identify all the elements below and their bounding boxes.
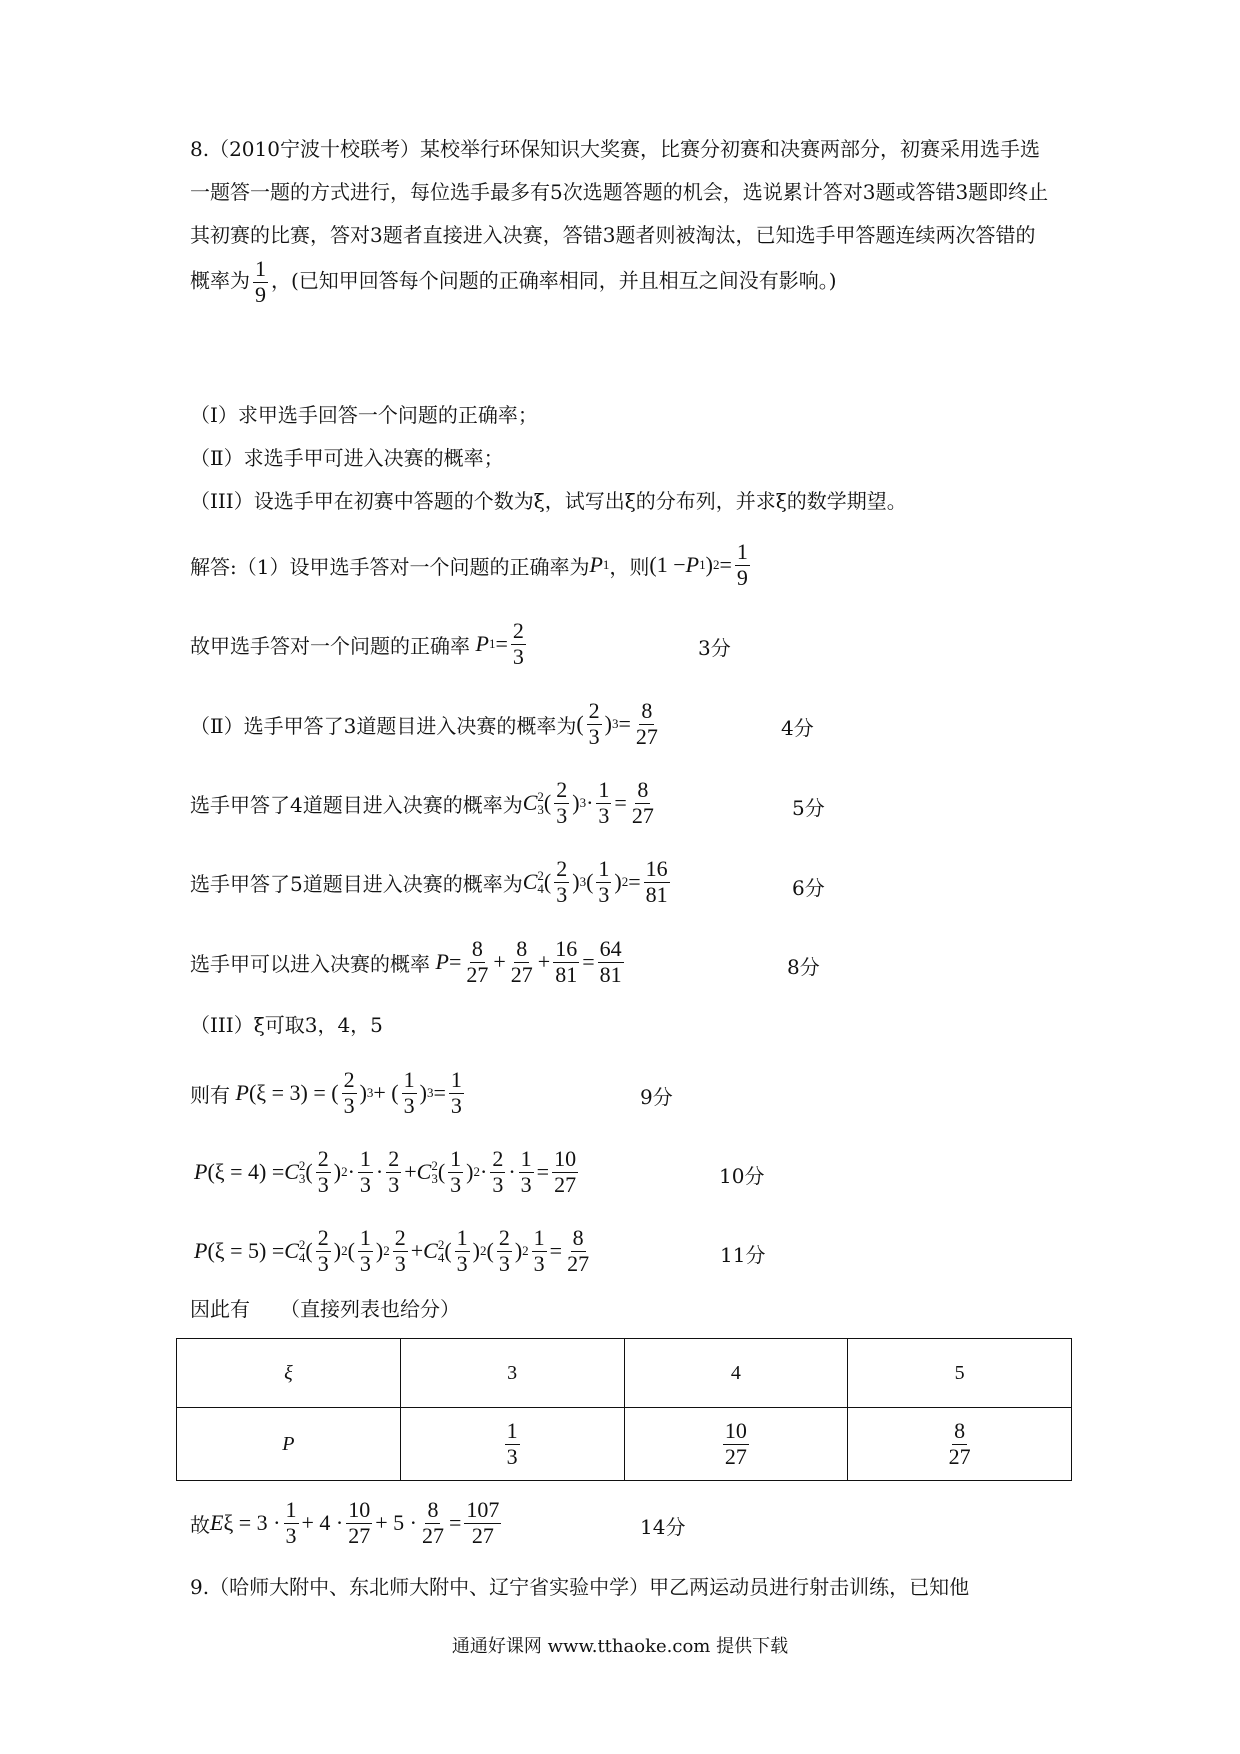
question-3: （III）设选手甲在初赛中答题的个数为ξ，试写出ξ的分布列，并求ξ的数学期望。 <box>190 489 907 513</box>
formula: P (ξ = 3) = ( $\frac{2}{3}$ ) 3 + ( $\frac{1}{3}$ ) 3 = $\frac{1}{3}$ <box>235 1066 462 1118</box>
solution-line-4: 选手甲答了4道题目进入决赛的概率为 C 2 3 ( $\frac{2}{3}$ ) 3 · $\frac{1}{3}$ = $\frac{8}{27}$ <box>190 768 659 838</box>
solution-line-12: 故 E ξ = 3 · $\frac{1}{3}$ + 4 · $\frac{10}{27}$ + 5 · $\frac{8}{27}$ = $\frac{107}{27}$ <box>190 1488 504 1558</box>
table-header-cell: 4 <box>624 1339 848 1408</box>
solution-line-7: （III）ξ可取3，4，5 <box>190 1013 383 1037</box>
fraction: $\frac{1}{9}$ <box>255 256 266 307</box>
score: 11分 <box>720 1243 766 1267</box>
solution-line-3: （Ⅱ）选手甲答了3道题目进入决赛的概率为 ( $\frac{2}{3}$ ) 3 = $\frac{8}{27}$ <box>190 689 663 759</box>
solution-line-9 <box>194 1137 581 1207</box>
solution-line-6: 选手甲可以进入决赛的概率 P = $\frac{8}{27}$ + $\frac{8}{27}$ + $\frac{16}{81}$ = $\frac{64}{81}$ <box>190 927 627 997</box>
formula: E ξ = 3 · $\frac{1}{3}$ + 4 · $\frac{10}{27}$ + 5 · $\frac{8}{27}$ = $\frac{107}{27}$ <box>210 1496 500 1548</box>
table-cell: $\frac{10}{27}$ <box>624 1408 848 1481</box>
table-row <box>177 1339 1072 1408</box>
solution-line-11: 因此有 （直接列表也给分） <box>190 1297 460 1321</box>
question-1: （I）求甲选手回答一个问题的正确率； <box>190 403 538 427</box>
formula: C 2 4 ( $\frac{2}{3}$ ) 3 ( $\frac{1}{3}$ ) 2 = $\frac{16}{81}$ <box>522 855 668 907</box>
problem-8-statement: 8.（2010宁波十校联考）某校举行环保知识大奖赛，比赛分初赛和决赛两部分，初赛采用选手选一题答一题的方式进行，每位选手最多有5次选题答题的机会，选说累计答对3题或答错3题即终止其初赛的比赛，答对3题者直接进入决赛，答错3题者则被淘汰，已知选手甲答题连续两次答错的概率为 $\frac{1}{9}$ ，(已知甲回答每个问题的正确率相同，并且相互之间没有影响。) <box>190 137 1049 307</box>
table-cell: $\frac{8}{27}$ <box>848 1408 1072 1481</box>
formula: P (ξ = 4) = C 2 3 ( $\frac{2}{3}$ ) 2 · $\frac{1}{3}$ · $\frac{2}{3}$ + C 2 3 ( $\frac{1}{3}$ ) 2 · $\frac{2}{3}$ · $\frac{1}{3}$ = $\frac{10}{27}$ <box>194 1145 577 1197</box>
formula: ( $\frac{2}{3}$ ) 3 = $\frac{8}{27}$ <box>576 697 658 749</box>
score: 4分 <box>781 716 814 740</box>
score: 9分 <box>640 1085 673 1109</box>
distribution-table <box>176 1338 1072 1481</box>
table-cell: $\frac{1}{3}$ <box>400 1408 624 1481</box>
page-footer: 通通好课网 www.tthaoke.com 提供下载 <box>451 1636 789 1657</box>
solution-line-8: 则有 P (ξ = 3) = ( $\frac{2}{3}$ ) 3 + ( $\frac{1}{3}$ ) 3 = $\frac{1}{3}$ <box>190 1058 467 1128</box>
score: 6分 <box>792 876 825 900</box>
solution-line-10 <box>194 1216 594 1286</box>
formula: P 1 <box>589 552 610 577</box>
score: 10分 <box>719 1164 765 1188</box>
table-cell: P <box>177 1408 401 1481</box>
solution-line-1: 解答:（1）设甲选手答对一个问题的正确率为 P 1 ，则 (1 − P 1 ) 2 = $\frac{1}{9}$ <box>190 530 753 600</box>
question-2: （Ⅱ）求选手甲可进入决赛的概率； <box>190 446 504 470</box>
table-header-cell: 3 <box>400 1339 624 1408</box>
solution-line-5: 选手甲答了5道题目进入决赛的概率为 C 2 4 ( $\frac{2}{3}$ ) 3 ( $\frac{1}{3}$ ) 2 = $\frac{16}{81}$ <box>190 847 673 917</box>
score: 8分 <box>787 955 820 979</box>
table-header-cell: 5 <box>848 1339 1072 1408</box>
score: 14分 <box>640 1515 686 1539</box>
problem-9-statement: 9.（哈师大附中、东北师大附中、辽宁省实验中学）甲乙两运动员进行射击训练，已知他 <box>190 1575 970 1599</box>
formula: P 1 = $\frac{2}{3}$ <box>475 617 524 669</box>
formula: C 2 3 ( $\frac{2}{3}$ ) 3 · $\frac{1}{3}$ = $\frac{8}{27}$ <box>522 776 654 828</box>
score: 5分 <box>792 796 825 820</box>
table-header-cell: ξ <box>177 1339 401 1408</box>
formula: (1 − P 1 ) 2 = $\frac{1}{9}$ <box>649 538 748 590</box>
solution-line-2: 故甲选手答对一个问题的正确率 P 1 = $\frac{2}{3}$ <box>190 609 529 679</box>
formula: P = $\frac{8}{27}$ + $\frac{8}{27}$ + $\frac{16}{81}$ = $\frac{64}{81}$ <box>435 935 622 987</box>
formula: P (ξ = 5) = C 2 4 ( $\frac{2}{3}$ ) 2 ( $\frac{1}{3}$ ) 2 $\frac{2}{3}$ + C 2 4 ( $\frac{1}{3}$ ) 2 ( $\frac{2}{3}$ ) 2 $\frac{1}{3}$ = $\frac{8}{27}$ <box>194 1224 590 1276</box>
table-row <box>177 1408 1072 1481</box>
score: 3分 <box>698 636 731 660</box>
